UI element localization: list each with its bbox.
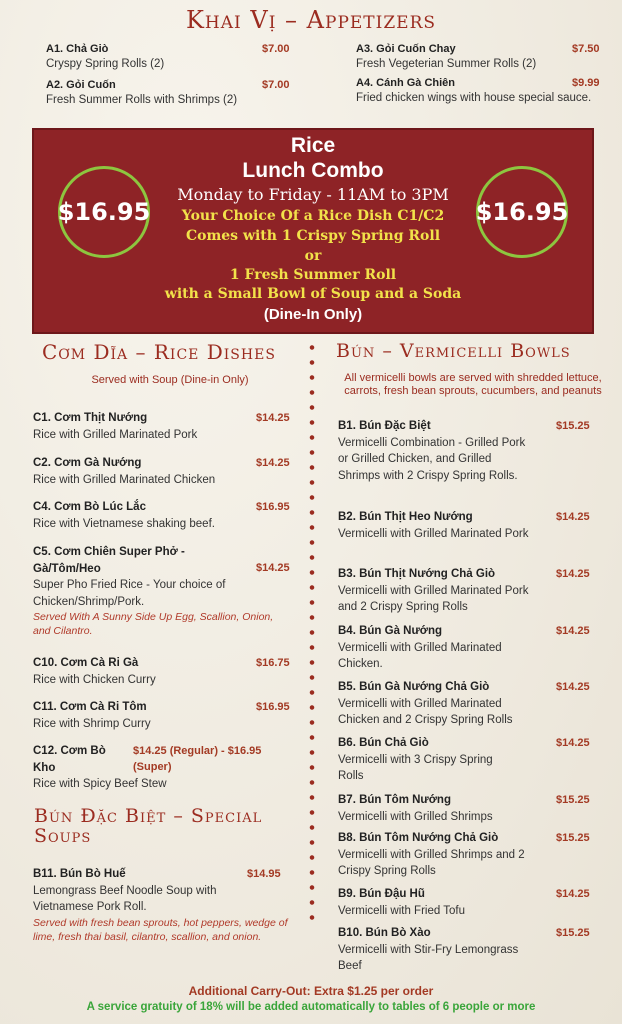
- item-desc: Rice with Spicy Beef Stew: [33, 778, 167, 790]
- item-desc: Vermicelli Combination - Grilled Pork or Grilled Chicken, and Grilled Shrimps with 2 Crispy Spring Rolls.: [338, 436, 526, 482]
- combo-heading-rice: Rice: [290, 134, 336, 157]
- menu-item-c1: [33, 410, 298, 443]
- combo-line-5: with a Small Bowl of Soup and a Soda: [164, 286, 462, 302]
- lunch-combo-banner: [32, 128, 594, 334]
- combo-line-2: Comes with 1 Crispy Spring Roll: [185, 228, 441, 244]
- item-desc: Super Pho Fried Rice - Your choice of Chicken/Shrimp/Pork.: [33, 579, 226, 608]
- combo-dine-in: (Dine-In Only): [263, 306, 363, 323]
- item-name: B3. Bún Thịt Nướng Chả Giò: [338, 568, 496, 580]
- item-desc: Rice with Shrimp Curry: [33, 717, 151, 730]
- item-name: C5. Cơm Chiên Super Phở - Gà/Tôm/Heo: [33, 546, 185, 575]
- item-name: C11. Cơm Cà Ri Tôm: [33, 701, 147, 713]
- carryout-note: Additional Carry-Out: Extra $1.25 per order: [188, 984, 434, 998]
- item-name: B8. Bún Tôm Nướng Chả Giò: [338, 832, 499, 844]
- menu-item-a3: [356, 42, 606, 72]
- menu-item-b11: [33, 866, 298, 944]
- item-price: $14.25: [556, 625, 590, 637]
- vermicelli-intro: All vermicelli bowls are served with shredded lettuce, carrots, fresh bean sprouts, cucumbers, and peanuts: [344, 372, 602, 397]
- item-desc: Rice with Grilled Marinated Pork: [33, 428, 198, 441]
- item-name: B9. Bún Đậu Hũ: [338, 888, 425, 900]
- item-price: $14.25: [556, 511, 590, 523]
- item-price: $14.25: [556, 681, 590, 693]
- item-price: $15.25: [556, 832, 590, 844]
- item-name: A2. Gỏi Cuốn: [46, 79, 116, 91]
- menu-item-b1: [338, 418, 600, 484]
- item-desc: Rice with Grilled Marinated Chicken: [33, 473, 216, 486]
- item-price: $16.95: [256, 501, 290, 513]
- menu-item-b9: [338, 886, 600, 919]
- menu-item-c5: [33, 544, 298, 638]
- item-desc: Fried chicken wings with house special sauce.: [356, 92, 592, 104]
- item-desc: Vermicelli with Grilled Shrimps: [338, 810, 493, 823]
- item-desc: Rice with Vietnamese shaking beef.: [33, 517, 215, 530]
- item-desc: Vermicelli with Grilled Marinated Pork and 2 Crispy Spring Rolls: [338, 584, 529, 613]
- item-name: B1. Bún Đặc Biệt: [338, 420, 431, 432]
- item-name: C10. Cơm Cà Ri Gà: [33, 657, 139, 669]
- item-price: $14.25: [556, 888, 590, 900]
- menu-item-b2: [338, 509, 600, 542]
- menu-item-c10: [33, 655, 298, 688]
- item-note: Served With A Sunny Side Up Egg, Scallion, Onion, and Cilantro.: [33, 611, 274, 637]
- combo-price-badge-left: $16.95: [58, 166, 150, 258]
- combo-line-1: Your Choice Of a Rice Dish C1/C2: [181, 208, 445, 224]
- menu-item-a2: [46, 78, 296, 108]
- item-price: $14.25: [256, 562, 290, 574]
- item-desc: Vermicelli with Fried Tofu: [338, 904, 465, 917]
- menu-item-b5: [338, 679, 600, 729]
- item-name: C1. Cơm Thịt Nướng: [33, 412, 148, 424]
- vermicelli-title: Bún – Vermicelli Bowls: [336, 340, 571, 362]
- item-name: B11. Bún Bò Huế: [33, 868, 126, 880]
- combo-hours: Monday to Friday - 11AM to 3PM: [177, 185, 449, 204]
- menu-item-c4: [33, 499, 298, 532]
- menu-item-a1: [46, 42, 296, 72]
- item-name: A4. Cánh Gà Chiên: [356, 77, 456, 89]
- item-price: $14.25: [556, 737, 590, 749]
- menu-item-b10: [338, 925, 600, 975]
- item-name: C2. Cơm Gà Nướng: [33, 457, 142, 469]
- item-name: B4. Bún Gà Nướng: [338, 625, 443, 637]
- item-price: $9.99: [572, 77, 600, 89]
- item-price: $16.95: [256, 701, 290, 713]
- item-desc: Cryspy Spring Rolls (2): [46, 58, 165, 70]
- item-name: B6. Bún Chả Giò: [338, 737, 429, 749]
- gratuity-note: A service gratuity of 18% will be added automatically to tables of 6 people or more: [86, 1001, 536, 1013]
- item-desc: Vermicelli with 3 Crispy Spring Rolls: [338, 753, 493, 782]
- item-price: $14.25: [256, 412, 290, 424]
- item-price: $15.25: [556, 794, 590, 806]
- item-price: $15.25: [556, 927, 590, 939]
- item-price: $14.25: [256, 457, 290, 469]
- item-desc: Fresh Summer Rolls with Shrimps (2): [46, 94, 238, 106]
- menu-item-b6: [338, 735, 600, 785]
- combo-line-3: or: [304, 248, 322, 264]
- item-name: C12. Cơm Bò Kho: [33, 745, 106, 774]
- item-price: $14.25 (Regular) - $16.95 (Super): [133, 745, 262, 773]
- combo-heading: Lunch Combo: [242, 159, 384, 182]
- menu-item-b4: [338, 623, 600, 673]
- item-price: $7.50: [572, 43, 600, 55]
- item-price: $7.00: [262, 43, 290, 55]
- item-note: Served with fresh bean sprouts, hot peppers, wedge of lime, fresh thai basil, cilantro, scallion, and onion.: [33, 916, 288, 943]
- item-name: B5. Bún Gà Nướng Chả Giò: [338, 681, 490, 693]
- item-name: B7. Bún Tôm Nướng: [338, 794, 451, 806]
- menu-item-a4: [356, 76, 606, 106]
- menu-item-b7: [338, 792, 600, 825]
- rice-title: Cơm Dĩa – Rice Dishes: [42, 340, 276, 364]
- item-name: B2. Bún Thịt Heo Nướng: [338, 511, 473, 523]
- item-desc: Vermicelli with Grilled Marinated Pork: [338, 527, 529, 540]
- item-name: B10. Bún Bò Xào: [338, 927, 431, 939]
- item-name: A1. Chả Giò: [46, 43, 109, 55]
- item-name: A3. Gỏi Cuốn Chay: [356, 43, 456, 55]
- item-desc: Vermicelli with Grilled Marinated Chicken and 2 Crispy Spring Rolls: [338, 697, 513, 726]
- column-divider: [309, 340, 315, 930]
- appetizers-title: Khai Vị – Appetizers: [186, 6, 437, 34]
- item-price: $14.25: [556, 568, 590, 580]
- item-price: $16.75: [256, 657, 290, 669]
- item-price: $14.95: [247, 868, 281, 880]
- item-desc: Fresh Vegeterian Summer Rolls (2): [356, 58, 537, 70]
- item-price: $15.25: [556, 420, 590, 432]
- item-desc: Vermicelli with Grilled Marinated Chicken.: [338, 641, 502, 670]
- menu-item-c11: [33, 699, 298, 732]
- menu-item-c2: [33, 455, 298, 488]
- item-desc: Vermicelli with Stir-Fry Lemongrass Beef: [338, 943, 519, 972]
- rice-intro: Served with Soup (Dine-in Only): [91, 374, 249, 386]
- item-name: C4. Cơm Bò Lúc Lắc: [33, 501, 146, 513]
- item-desc: Rice with Chicken Curry: [33, 673, 156, 686]
- menu-item-b8: [338, 830, 600, 880]
- menu-item-c12: [33, 743, 303, 793]
- item-desc: Vermicelli with Grilled Shrimps and 2 Crispy Spring Rolls: [338, 848, 525, 877]
- combo-price-badge-right: $16.95: [476, 166, 568, 258]
- soups-title: Bún Đặc Biệt – Special Soups: [34, 805, 263, 847]
- combo-line-4: 1 Fresh Summer Roll: [229, 267, 397, 283]
- menu-item-b3: [338, 566, 600, 616]
- item-desc: Lemongrass Beef Noodle Soup with Vietnamese Pork Roll.: [33, 884, 217, 913]
- item-price: $7.00: [262, 79, 290, 91]
